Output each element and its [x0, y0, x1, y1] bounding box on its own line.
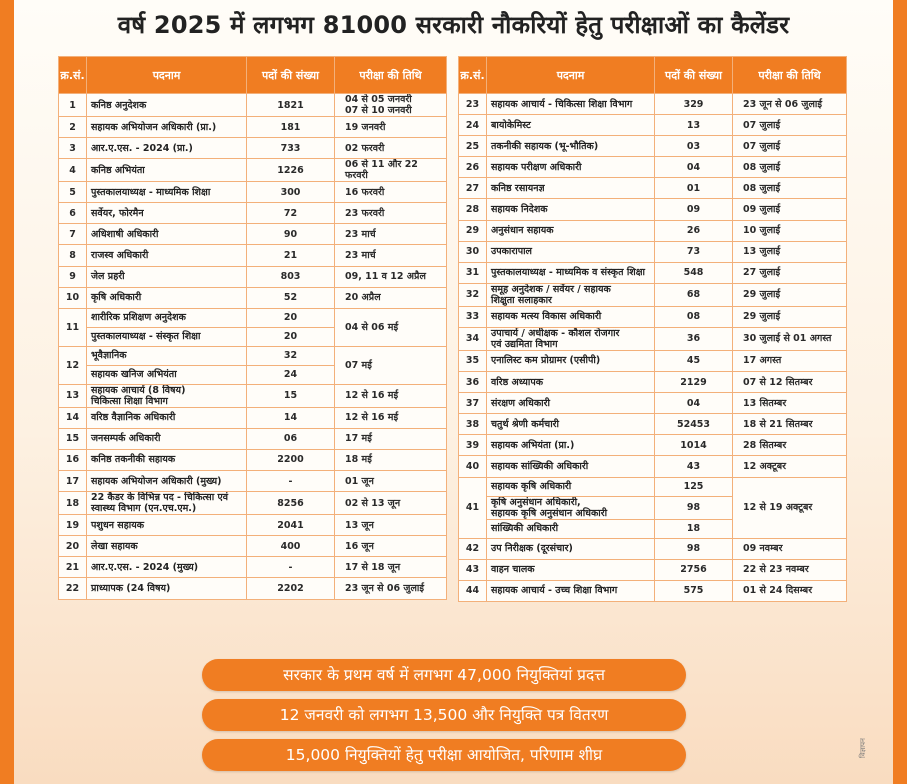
row-post-count: 90: [247, 224, 335, 245]
row-serial: 4: [59, 159, 87, 182]
row-post-name: जनसम्पर्क अधिकारी: [87, 428, 247, 449]
exam-table-right: [458, 56, 847, 602]
row-post-name: तकनीकी सहायक (भू-भौतिक): [487, 136, 655, 157]
row-exam-date: 06 से 11 और 22 फरवरी: [335, 159, 447, 182]
row-serial: 39: [459, 435, 487, 456]
row-post-name: चतुर्थ श्रेणी कर्मचारी: [487, 414, 655, 435]
row-post-count: 400: [247, 536, 335, 557]
row-exam-date: 12 से 16 मई: [335, 384, 447, 407]
table-row: [59, 515, 447, 536]
row-serial: 16: [59, 449, 87, 470]
row-post-name: वरिष्ठ वैज्ञानिक अधिकारी: [87, 407, 247, 428]
table-row: [459, 372, 847, 393]
row-serial: 33: [459, 306, 487, 327]
row-post-name: सहायक अभियोजन अधिकारी (मुख्य): [87, 471, 247, 492]
row-post-count: 04: [655, 393, 733, 414]
row-exam-date: 09 जुलाई: [733, 199, 847, 220]
table-row: [59, 346, 447, 365]
row-serial: 5: [59, 182, 87, 203]
row-post-name: पुस्तकालयाध्यक्ष - माध्यमिक व संस्कृत शिक्षा: [487, 262, 655, 283]
row-exam-date: 27 जुलाई: [733, 262, 847, 283]
row-exam-date: 02 से 13 जून: [335, 492, 447, 515]
table-row: [459, 241, 847, 262]
table-row: [459, 327, 847, 350]
table-row: [459, 435, 847, 456]
row-serial: 1: [59, 94, 87, 117]
row-post-count: 06: [247, 428, 335, 449]
row-exam-date: 19 जनवरी: [335, 117, 447, 138]
row-post-name: समूह अनुदेशक / सर्वेयर / सहायक शिक्षुता सलाहकार: [487, 283, 655, 306]
row-exam-date: 13 जून: [335, 515, 447, 536]
row-post-count: 300: [247, 182, 335, 203]
row-exam-date: 17 मई: [335, 428, 447, 449]
table-row: [459, 157, 847, 178]
row-post-name: सहायक कृषि अधिकारी: [487, 477, 655, 496]
row-exam-date: 13 सितम्बर: [733, 393, 847, 414]
row-exam-date: 01 जून: [335, 471, 447, 492]
row-serial: 40: [459, 456, 487, 477]
table-row: [59, 224, 447, 245]
row-post-name: सर्वेयर, फोरमैन: [87, 203, 247, 224]
row-post-name: सहायक अभियोजन अधिकारी (प्रा.): [87, 117, 247, 138]
row-exam-date: 23 जून से 06 जुलाई: [733, 94, 847, 115]
row-exam-date: 18 से 21 सितम्बर: [733, 414, 847, 435]
row-exam-date: 23 फरवरी: [335, 203, 447, 224]
row-post-name: कृषि अधिकारी: [87, 287, 247, 308]
row-exam-date: 10 जुलाई: [733, 220, 847, 241]
row-exam-date: 12 से 19 अक्टूबर: [733, 477, 847, 538]
row-post-name: सहायक आचार्य (8 विषय) चिकित्सा शिक्षा विभाग: [87, 384, 247, 407]
row-post-name: सहायक आचार्य - चिकित्सा शिक्षा विभाग: [487, 94, 655, 115]
header-date: परीक्षा की तिथि: [733, 57, 847, 94]
row-post-name: सहायक आचार्य - उच्च शिक्षा विभाग: [487, 580, 655, 601]
row-post-name: भूवैज्ञानिक: [87, 346, 247, 365]
table-row: [59, 471, 447, 492]
table-row: [459, 136, 847, 157]
row-exam-date: 12 से 16 मई: [335, 407, 447, 428]
row-post-count: 43: [655, 456, 733, 477]
row-post-name: 22 कैडर के विभिन्न पद - चिकित्सा एवं स्वास्थ्य विभाग (एन.एच.एम.): [87, 492, 247, 515]
row-post-count: 1226: [247, 159, 335, 182]
row-post-count: 26: [655, 220, 733, 241]
table-row: [459, 283, 847, 306]
row-post-count: 52: [247, 287, 335, 308]
row-post-count: 15: [247, 384, 335, 407]
row-exam-date: 16 फरवरी: [335, 182, 447, 203]
row-serial: 2: [59, 117, 87, 138]
table-row: [59, 182, 447, 203]
row-exam-date: 07 से 12 सितम्बर: [733, 372, 847, 393]
row-post-count: 8256: [247, 492, 335, 515]
row-post-name: सहायक खनिज अभियंता: [87, 365, 247, 384]
row-serial: 35: [459, 350, 487, 371]
row-serial: 7: [59, 224, 87, 245]
row-serial: 14: [59, 407, 87, 428]
row-exam-date: 12 अक्टूबर: [733, 456, 847, 477]
table-row: [459, 559, 847, 580]
row-exam-date: 29 जुलाई: [733, 306, 847, 327]
table-row: [459, 538, 847, 559]
row-post-count: 36: [655, 327, 733, 350]
row-post-name: सहायक सांख्यिकी अधिकारी: [487, 456, 655, 477]
row-post-count: 52453: [655, 414, 733, 435]
row-post-count: 98: [655, 496, 733, 519]
row-post-name: वाहन चालक: [487, 559, 655, 580]
table-row: [459, 456, 847, 477]
row-post-count: 21: [247, 245, 335, 266]
row-post-count: 548: [655, 262, 733, 283]
row-serial: 43: [459, 559, 487, 580]
left-orange-border: [0, 0, 14, 784]
row-post-name: कनिष्ठ तकनीकी सहायक: [87, 449, 247, 470]
row-exam-date: 04 से 06 मई: [335, 308, 447, 346]
table-row: [459, 477, 847, 496]
header-post: पदनाम: [87, 57, 247, 94]
row-post-count: 2756: [655, 559, 733, 580]
header-count: पदों की संख्या: [655, 57, 733, 94]
row-post-name: वरिष्ठ अध्यापक: [487, 372, 655, 393]
row-serial: 28: [459, 199, 487, 220]
row-post-count: 08: [655, 306, 733, 327]
row-post-count: 18: [655, 519, 733, 538]
row-post-count: 1821: [247, 94, 335, 117]
row-exam-date: 23 मार्च: [335, 245, 447, 266]
table-row: [59, 308, 447, 327]
row-post-name: पुस्तकालयाध्यक्ष - माध्यमिक शिक्षा: [87, 182, 247, 203]
row-post-name: उप निरीक्षक (दूरसंचार): [487, 538, 655, 559]
row-post-name: सांख्यिकी अधिकारी: [487, 519, 655, 538]
row-post-name: लेखा सहायक: [87, 536, 247, 557]
row-serial: 41: [459, 477, 487, 538]
row-post-name: पुस्तकालयाध्यक्ष - संस्कृत शिक्षा: [87, 327, 247, 346]
table-row: [59, 159, 447, 182]
row-serial: 37: [459, 393, 487, 414]
row-exam-date: 16 जून: [335, 536, 447, 557]
row-serial: 31: [459, 262, 487, 283]
row-exam-date: 01 से 24 दिसम्बर: [733, 580, 847, 601]
row-post-count: 2129: [655, 372, 733, 393]
advertisement-note: विज्ञापन: [859, 738, 867, 758]
row-serial: 13: [59, 384, 87, 407]
row-post-count: 181: [247, 117, 335, 138]
row-serial: 17: [59, 471, 87, 492]
row-exam-date: 08 जुलाई: [733, 178, 847, 199]
row-exam-date: 18 मई: [335, 449, 447, 470]
row-post-name: आर.ए.एस. - 2024 (प्रा.): [87, 138, 247, 159]
row-post-name: पशुधन सहायक: [87, 515, 247, 536]
row-post-count: 20: [247, 308, 335, 327]
table-row: [459, 306, 847, 327]
header-date: परीक्षा की तिथि: [335, 57, 447, 94]
row-serial: 11: [59, 308, 87, 346]
row-post-count: 125: [655, 477, 733, 496]
table-header-row: [459, 57, 847, 94]
row-exam-date: 09 नवम्बर: [733, 538, 847, 559]
row-post-count: -: [247, 471, 335, 492]
table-row: [59, 578, 447, 599]
banner-exams-conducted: 15,000 नियुक्तियों हेतु परीक्षा आयोजित, परिणाम शीघ्र: [202, 739, 686, 771]
table-row: [59, 266, 447, 287]
row-serial: 19: [59, 515, 87, 536]
row-exam-date: 08 जुलाई: [733, 157, 847, 178]
row-post-count: 803: [247, 266, 335, 287]
row-serial: 21: [59, 557, 87, 578]
row-post-name: जेल प्रहरी: [87, 266, 247, 287]
row-post-count: 13: [655, 115, 733, 136]
table-row: [459, 350, 847, 371]
row-post-name: कनिष्ठ अनुदेशक: [87, 94, 247, 117]
row-post-name: कृषि अनुसंधान अधिकारी, सहायक कृषि अनुसंधान अधिकारी: [487, 496, 655, 519]
row-serial: 20: [59, 536, 87, 557]
row-post-count: 72: [247, 203, 335, 224]
table-row: [459, 199, 847, 220]
row-post-name: प्राध्यापक (24 विषय): [87, 578, 247, 599]
table-row: [59, 203, 447, 224]
header-count: पदों की संख्या: [247, 57, 335, 94]
row-post-name: राजस्व अधिकारी: [87, 245, 247, 266]
row-post-name: उपकारापाल: [487, 241, 655, 262]
row-serial: 15: [59, 428, 87, 449]
row-serial: 29: [459, 220, 487, 241]
table-row: [59, 138, 447, 159]
row-post-name: सहायक परीक्षण अधिकारी: [487, 157, 655, 178]
row-exam-date: 07 मई: [335, 346, 447, 384]
row-post-count: 2041: [247, 515, 335, 536]
row-post-count: 73: [655, 241, 733, 262]
row-serial: 32: [459, 283, 487, 306]
table-row: [59, 384, 447, 407]
row-serial: 42: [459, 538, 487, 559]
row-exam-date: 04 से 05 जनवरी 07 से 10 जनवरी: [335, 94, 447, 117]
banner-appointments: सरकार के प्रथम वर्ष में लगभग 47,000 नियुक्तियां प्रदत्त: [202, 659, 686, 691]
row-post-count: 2202: [247, 578, 335, 599]
table-header-row: [59, 57, 447, 94]
row-serial: 23: [459, 94, 487, 115]
row-post-name: संरक्षण अधिकारी: [487, 393, 655, 414]
row-serial: 38: [459, 414, 487, 435]
row-post-count: 24: [247, 365, 335, 384]
row-serial: 6: [59, 203, 87, 224]
table-row: [459, 393, 847, 414]
header-serial: क्र.सं.: [459, 57, 487, 94]
row-serial: 27: [459, 178, 487, 199]
page-title: वर्ष 2025 में लगभग 81000 सरकारी नौकरियों हेतु परीक्षाओं का कैलेंडर: [117, 11, 790, 39]
row-post-count: 20: [247, 327, 335, 346]
row-serial: 44: [459, 580, 487, 601]
row-post-count: 1014: [655, 435, 733, 456]
row-post-name: शारीरिक प्रशिक्षण अनुदेशक: [87, 308, 247, 327]
row-post-count: 733: [247, 138, 335, 159]
row-serial: 18: [59, 492, 87, 515]
row-post-name: सहायक अभियंता (प्रा.): [487, 435, 655, 456]
row-exam-date: 17 से 18 जून: [335, 557, 447, 578]
header-serial: क्र.सं.: [59, 57, 87, 94]
row-post-count: -: [247, 557, 335, 578]
row-exam-date: 20 अप्रैल: [335, 287, 447, 308]
table-row: [59, 94, 447, 117]
row-serial: 22: [59, 578, 87, 599]
table-row: [459, 115, 847, 136]
table-row: [459, 94, 847, 115]
row-post-name: अनुसंधान सहायक: [487, 220, 655, 241]
row-exam-date: 28 सितम्बर: [733, 435, 847, 456]
row-post-count: 03: [655, 136, 733, 157]
table-row: [59, 407, 447, 428]
table-row: [459, 220, 847, 241]
right-orange-border: [893, 0, 907, 784]
row-serial: 12: [59, 346, 87, 384]
exam-table-left: [58, 56, 447, 600]
row-serial: 3: [59, 138, 87, 159]
row-serial: 24: [459, 115, 487, 136]
row-serial: 8: [59, 245, 87, 266]
row-post-count: 01: [655, 178, 733, 199]
table-row: [59, 536, 447, 557]
row-post-name: आर.ए.एस. - 2024 (मुख्य): [87, 557, 247, 578]
header-post: पदनाम: [487, 57, 655, 94]
row-post-count: 329: [655, 94, 733, 115]
row-post-name: उपाचार्य / अधीक्षक - कौशल रोजगार एवं उद्यमिता विभाग: [487, 327, 655, 350]
table-row: [59, 492, 447, 515]
row-post-name: कनिष्ठ रसायनज्ञ: [487, 178, 655, 199]
table-row: [59, 428, 447, 449]
row-post-count: 575: [655, 580, 733, 601]
table-row: [459, 580, 847, 601]
row-post-count: 14: [247, 407, 335, 428]
banner-appointment-letters: 12 जनवरी को लगभग 13,500 और नियुक्ति पत्र वितरण: [202, 699, 686, 731]
table-row: [59, 557, 447, 578]
table-row: [459, 262, 847, 283]
row-exam-date: 02 फरवरी: [335, 138, 447, 159]
row-post-count: 04: [655, 157, 733, 178]
row-serial: 36: [459, 372, 487, 393]
row-serial: 34: [459, 327, 487, 350]
row-post-name: अधिशाषी अधिकारी: [87, 224, 247, 245]
row-exam-date: 07 जुलाई: [733, 115, 847, 136]
row-post-name: बायोकेमिस्ट: [487, 115, 655, 136]
table-row: [59, 287, 447, 308]
row-exam-date: 23 जून से 06 जुलाई: [335, 578, 447, 599]
row-post-count: 45: [655, 350, 733, 371]
row-post-name: एनालिस्ट कम प्रोग्रामर (एसीपी): [487, 350, 655, 371]
row-exam-date: 07 जुलाई: [733, 136, 847, 157]
row-post-count: 98: [655, 538, 733, 559]
row-post-count: 68: [655, 283, 733, 306]
row-serial: 9: [59, 266, 87, 287]
row-serial: 10: [59, 287, 87, 308]
row-exam-date: 13 जुलाई: [733, 241, 847, 262]
row-exam-date: 30 जुलाई से 01 अगस्त: [733, 327, 847, 350]
row-post-count: 32: [247, 346, 335, 365]
table-row: [459, 178, 847, 199]
row-post-name: सहायक मत्स्य विकास अधिकारी: [487, 306, 655, 327]
row-serial: 26: [459, 157, 487, 178]
row-exam-date: 29 जुलाई: [733, 283, 847, 306]
table-row: [59, 117, 447, 138]
row-exam-date: 22 से 23 नवम्बर: [733, 559, 847, 580]
table-row: [59, 449, 447, 470]
row-serial: 30: [459, 241, 487, 262]
row-post-count: 2200: [247, 449, 335, 470]
row-post-name: सहायक निदेशक: [487, 199, 655, 220]
row-exam-date: 17 अगस्त: [733, 350, 847, 371]
table-row: [59, 245, 447, 266]
row-post-name: कनिष्ठ अभियंता: [87, 159, 247, 182]
row-exam-date: 23 मार्च: [335, 224, 447, 245]
table-row: [459, 414, 847, 435]
row-exam-date: 09, 11 व 12 अप्रैल: [335, 266, 447, 287]
row-serial: 25: [459, 136, 487, 157]
row-post-count: 09: [655, 199, 733, 220]
